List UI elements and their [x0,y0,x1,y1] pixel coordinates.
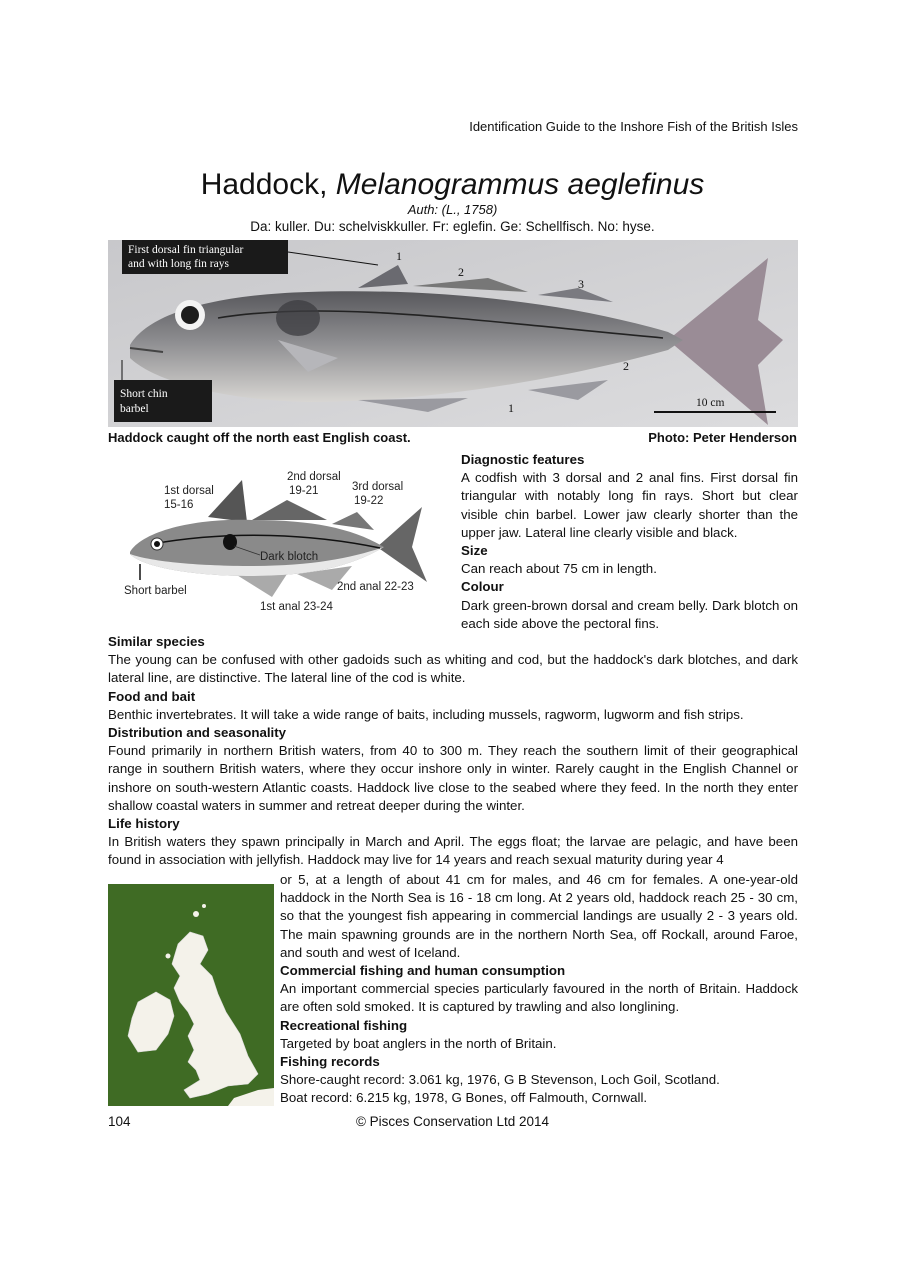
fin-diagram-drawing [112,462,447,622]
food-heading: Food and bait [108,688,196,704]
fin-diagram [112,462,447,622]
size-heading: Size [461,543,488,559]
photo-number-3: 3 [578,277,584,291]
other-names: Da: kuller. Du: schelviskkuller. Fr: eglefin. Ge: Schellfisch. No: hyse. [250,219,655,234]
haddock-photo-drawing [108,240,798,427]
similar-text: The young can be confused with other gadoids such as whiting and cod, but the haddock's dark blotches, and dark lateral line, are distinctive. The lateral line of the cod is white. [108,652,798,686]
distribution-map [108,884,274,1106]
life-heading: Life history [108,816,180,832]
page-number: 104 [108,1114,131,1129]
photo-scale-label: 10 cm [696,397,725,409]
photo-label-dorsal-1: First dorsal fin triangular [128,244,244,256]
photo-number-1: 1 [396,249,402,263]
photo-number-2: 2 [458,265,464,279]
label-anal2: 2nd anal 22-23 [337,581,414,593]
record-shore: Shore-caught record: 3.061 kg, 1976, G B Stevenson, Loch Goil, Scotland. [280,1072,720,1088]
map-drawing [108,884,274,1106]
life-text-narrow: or 5, at a length of about 41 cm for males, and 46 cm for females. A one-year-old haddock in the North Sea is 16 - 18 cm long. At 2 years old, haddock reach 25 - 30 cm, so that the youngest fish appearing in commercial landings are usually 2 - 3 years old. The main spawning grounds are in the northern North Sea, off Rockall, around Faroe, and south and west of Iceland. [280,872,798,960]
similar-heading: Similar species [108,634,205,649]
photo-label-barbel-1: Short chin [120,388,168,400]
copyright: © Pisces Conservation Ltd 2014 [355,1114,550,1129]
label-dark-blotch: Dark blotch [260,551,319,563]
life-text-full: In British waters they spawn principally in March and April. The eggs float; the larvae are pelagic, and have been found in association with jellyfish. Haddock may live for 14 years and reach sexual maturity during year 4 [108,834,798,868]
diagnostic-text: A codfish with 3 dorsal and 2 anal fins. First dorsal fin triangular with notably long fin rays. Short but clear visible chin barbel. Lower jaw clearly shorter than the upper jaw. Lateral line clearly visible and black. [461,470,798,540]
running-header: Identification Guide to the Inshore Fish of the British Isles [469,119,798,134]
label-dorsal3-name: 3rd dorsal [352,481,404,493]
recreational-heading: Recreational fishing [280,1017,408,1033]
common-name: Haddock, [200,168,336,201]
photo-credit: Photo: Peter Henderson [648,430,797,445]
scientific-name: Melanogrammus aeglefinus [335,168,705,201]
full-width-sections [108,633,798,870]
label-anal1: 1st anal 23-24 [260,601,333,613]
size-text: Can reach about 75 cm in length. [461,561,657,577]
page-title [0,168,905,202]
label-dorsal2-name: 2nd dorsal [287,471,341,483]
colour-heading: Colour [461,579,504,595]
record-boat: Boat record: 6.215 kg, 1978, G Bones, off Falmouth, Cornwall. [280,1090,648,1106]
label-dorsal3-count: 19-22 [354,495,384,507]
photo-number-5: 1 [508,401,514,415]
distribution-text: Found primarily in northern British waters, from 40 to 300 m. They reach the southern limit of their geographical range in southern British waters, where they occur inshore only in winter. Rarely caught in the English Channel or inshore on south-western Atlantic coasts. Haddock live close to the seabed where they feed. In the north they enter shallow coastal waters in summer and retreat deeper during the winter. [108,743,798,813]
photo-number-4: 2 [623,359,629,373]
photo-label-dorsal-2: and with long fin rays [128,258,229,270]
records-heading: Fishing records [280,1054,380,1070]
narrow-sections [280,871,798,1108]
food-text: Benthic invertebrates. It will take a wide range of baits, including mussels, ragworm, lugworm and fish strips. [108,706,744,722]
haddock-photo [108,240,798,427]
distribution-heading: Distribution and seasonality [108,725,287,741]
colour-text: Dark green-brown dorsal and cream belly. Dark blotch on each side above the pectoral fins. [461,597,798,631]
commercial-text: An important commercial species particularly favoured in the north of Britain. Haddock are often sold smoked. It is captured by trawling and also longlining. [280,981,798,1015]
commercial-heading: Commercial fishing and human consumption [280,963,566,979]
label-dorsal2-count: 19-21 [289,485,319,497]
recreational-text: Targeted by boat anglers in the north of Britain. [280,1035,557,1051]
photo-caption: Haddock caught off the north east English coast. [108,430,411,445]
diagnostic-heading: Diagnostic features [461,452,585,467]
label-short-barbel: Short barbel [124,585,187,597]
label-dorsal1-count: 15-16 [164,499,194,511]
right-column [461,451,798,633]
authority: Auth: (L., 1758) [407,202,498,217]
label-dorsal1-name: 1st dorsal [164,485,214,497]
photo-label-barbel-2: barbel [120,403,149,415]
